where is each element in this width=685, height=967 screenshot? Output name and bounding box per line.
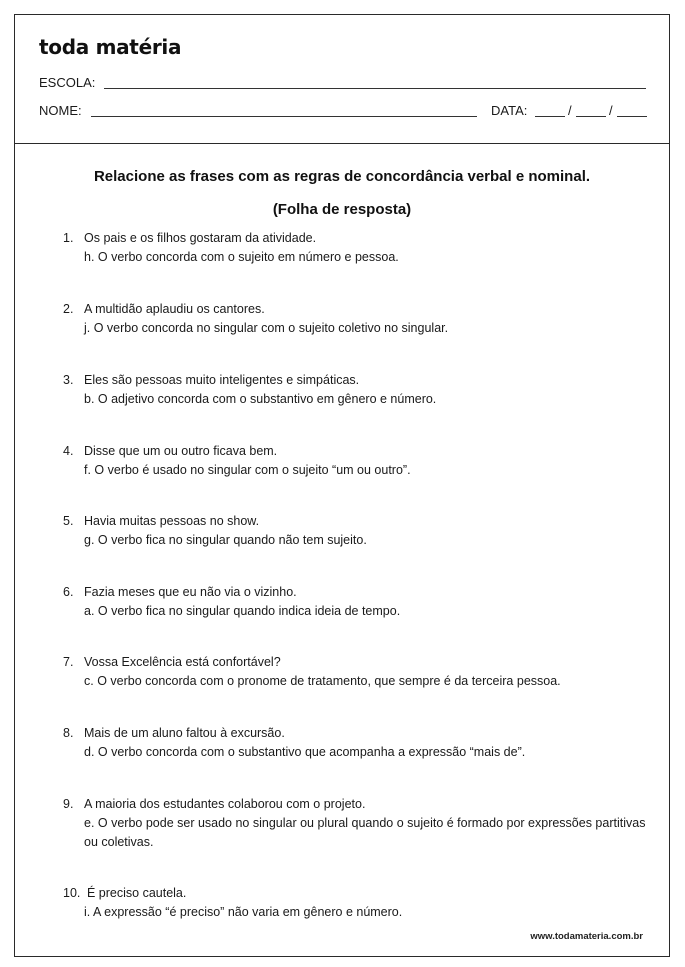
item-question: Havia muitas pessoas no show. — [84, 514, 260, 528]
school-label: ESCOLA: — [39, 75, 96, 90]
school-field-line[interactable] — [104, 88, 646, 89]
item-answer: g. O verbo fica no singular quando não tem sujeito. — [84, 533, 367, 547]
item-question: A maioria dos estudantes colaborou com o projeto. — [84, 797, 366, 811]
item-number: 4. — [63, 444, 74, 458]
name-label: NOME: — [39, 103, 82, 118]
date-separator: / — [568, 103, 572, 118]
date-month-line[interactable] — [576, 116, 606, 117]
worksheet — [14, 14, 670, 957]
footer-url: www.todamateria.com.br — [530, 931, 643, 942]
item-answer: i. A expressão “é preciso” não varia em gênero e número. — [84, 905, 403, 919]
date-separator: / — [609, 103, 613, 118]
item-question: Disse que um ou outro ficava bem. — [84, 444, 278, 458]
page-title: Relacione as frases com as regras de concordância verbal e nominal. — [93, 168, 591, 185]
item-question: Os pais e os filhos gostaram da atividade. — [84, 231, 317, 245]
item-answer: j. O verbo concorda no singular com o sujeito coletivo no singular. — [84, 321, 449, 335]
header — [15, 15, 669, 144]
item-number: 9. — [63, 797, 74, 811]
item-answer: c. O verbo concorda com o pronome de tratamento, que sempre é da terceira pessoa. — [84, 674, 561, 688]
item-answer: e. O verbo pode ser usado no singular ou plural quando o sujeito é formado por expressões partitivas ou coletivas. — [84, 816, 646, 849]
item-question: É preciso cautela. — [87, 886, 187, 900]
item-answer: f. O verbo é usado no singular com o sujeito “um ou outro”. — [84, 463, 411, 477]
item-number: 6. — [63, 585, 74, 599]
item-number: 5. — [63, 514, 74, 528]
item-number: 3. — [63, 373, 74, 387]
date-day-line[interactable] — [535, 116, 565, 117]
item-number: 1. — [63, 231, 74, 245]
item-question: Vossa Excelência está confortável? — [84, 655, 281, 669]
name-field-line[interactable] — [91, 116, 477, 117]
page-subtitle: (Folha de resposta) — [272, 201, 412, 218]
item-question: A multidão aplaudiu os cantores. — [84, 302, 265, 316]
item-answer: d. O verbo concorda com o substantivo que acompanha a expressão “mais de”. — [84, 745, 526, 759]
item-number: 7. — [63, 655, 74, 669]
item-number: 2. — [63, 302, 74, 316]
item-answer: h. O verbo concorda com o sujeito em número e pessoa. — [84, 250, 399, 264]
date-year-line[interactable] — [617, 116, 647, 117]
item-question: Mais de um aluno faltou à excursão. — [84, 726, 285, 740]
item-question: Eles são pessoas muito inteligentes e simpáticas. — [84, 373, 360, 387]
item-question: Fazia meses que eu não via o vizinho. — [84, 585, 297, 599]
item-number: 10. — [63, 886, 81, 900]
item-answer: b. O adjetivo concorda com o substantivo em gênero e número. — [84, 392, 437, 406]
date-label: DATA: — [491, 103, 528, 118]
item-answer: a. O verbo fica no singular quando indica ideia de tempo. — [84, 604, 401, 618]
item-number: 8. — [63, 726, 74, 740]
logo: toda matéria — [39, 35, 182, 59]
